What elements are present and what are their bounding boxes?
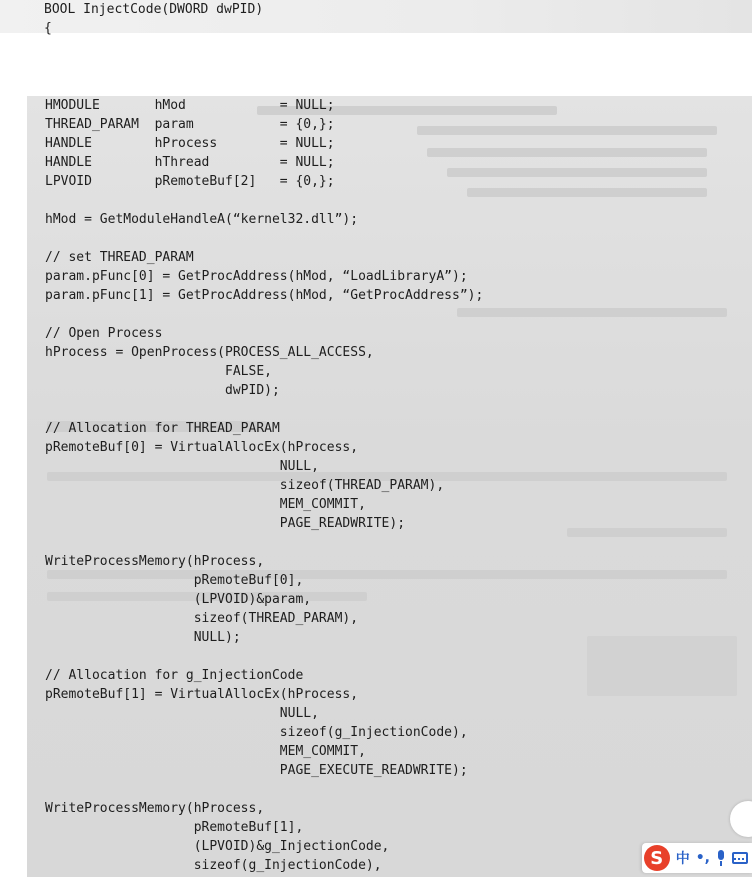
code-line: // set THREAD_PARAM [45, 250, 194, 265]
code-line: PAGE_EXECUTE_READWRITE); [45, 763, 468, 778]
bleed-through-text [587, 636, 737, 696]
bleed-through-text [447, 168, 707, 177]
code-line: pRemoteBuf[0], [45, 573, 304, 588]
code-line: hMod = GetModuleHandleA(“kernel32.dll”); [45, 212, 359, 227]
ime-toolbar [642, 843, 752, 873]
code-line: sizeof(g_InjectionCode), [45, 858, 382, 873]
code-line: FALSE, [45, 364, 272, 379]
code-line: NULL, [45, 706, 319, 721]
book-page-photo [27, 96, 752, 877]
bleed-through-text [467, 188, 707, 197]
code-line: sizeof(g_InjectionCode), [45, 725, 468, 740]
code-line: NULL, [45, 459, 319, 474]
code-line: WriteProcessMemory(hProcess, [45, 801, 265, 816]
code-line: // Open Process [45, 326, 163, 341]
code-line: HANDLE hProcess = NULL; [45, 136, 335, 151]
code-line: (LPVOID)&g_InjectionCode, [45, 839, 390, 854]
code-line: WriteProcessMemory(hProcess, [45, 554, 265, 569]
code-line: pRemoteBuf[1] = VirtualAllocEx(hProcess, [45, 687, 359, 702]
bleed-through-text [567, 528, 727, 537]
code-listing [45, 96, 483, 875]
code-line: (LPVOID)&param, [45, 592, 312, 607]
code-line: param.pFunc[1] = GetProcAddress(hMod, “GetProcAddress”); [45, 288, 484, 303]
bleed-through-text [457, 308, 727, 317]
microphone-icon[interactable] [716, 850, 726, 866]
code-line: BOOL InjectCode(DWORD dwPID) [44, 2, 264, 17]
code-line: sizeof(THREAD_PARAM), [45, 478, 445, 493]
code-line: pRemoteBuf[0] = VirtualAllocEx(hProcess, [45, 440, 359, 455]
code-line: // Allocation for g_InjectionCode [45, 668, 304, 683]
code-line: HMODULE hMod = NULL; [45, 98, 335, 113]
code-line: NULL); [45, 630, 241, 645]
code-line: THREAD_PARAM param = {0,}; [45, 117, 335, 132]
header-strip [0, 0, 752, 36]
code-line: MEM_COMMIT, [45, 744, 366, 759]
code-line: MEM_COMMIT, [45, 497, 366, 512]
code-line: pRemoteBuf[1], [45, 820, 304, 835]
code-line: param.pFunc[0] = GetProcAddress(hMod, “LoadLibraryA”); [45, 269, 468, 284]
code-line: HANDLE hThread = NULL; [45, 155, 335, 170]
code-line: sizeof(THREAD_PARAM), [45, 611, 359, 626]
code-line: { [44, 21, 52, 36]
sogou-logo-icon[interactable]: S [644, 845, 670, 871]
keyboard-icon[interactable] [732, 852, 748, 864]
code-line: dwPID); [45, 383, 280, 398]
code-line: hProcess = OpenProcess(PROCESS_ALL_ACCESS, [45, 345, 374, 360]
function-signature [44, 0, 263, 38]
code-line: LPVOID pRemoteBuf[2] = {0,}; [45, 174, 335, 189]
floating-assist-button[interactable] [730, 801, 752, 837]
code-line: // Allocation for THREAD_PARAM [45, 421, 280, 436]
ime-punctuation-toggle[interactable]: •, [695, 850, 710, 866]
ime-language-toggle[interactable]: 中 [675, 851, 690, 867]
code-line: PAGE_READWRITE); [45, 516, 406, 531]
